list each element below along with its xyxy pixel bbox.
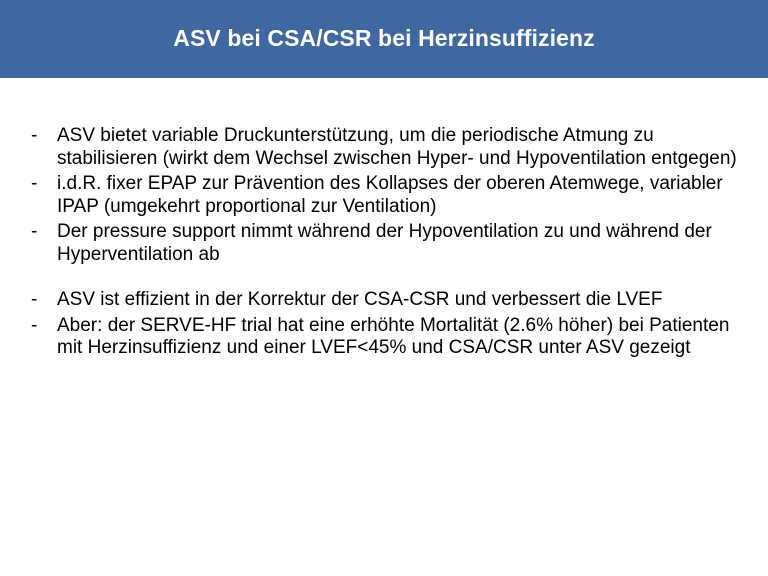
bullet-dash: - bbox=[31, 221, 38, 242]
bullet-item bbox=[0, 315, 768, 360]
bullet-item bbox=[0, 289, 768, 312]
slide-title: ASV bei CSA/CSR bei Herzinsuffizienz bbox=[173, 24, 595, 51]
slide-body bbox=[0, 125, 768, 363]
bullet-text: Aber: der SERVE-HF trial hat eine erhöhte Mortalität (2.6% höher) bei Patienten mit Herzinsuffizienz und einer LVEF<45% und CSA/CSR unter ASV gezeigt bbox=[57, 314, 730, 358]
bullet-text: ASV bietet variable Druckunterstützung, um die periodische Atmung zu stabilisieren (wirkt dem Wechsel zwischen Hyper- und Hypoventilation entgegen) bbox=[57, 125, 737, 169]
bullet-dash: - bbox=[31, 125, 38, 146]
bullet-item bbox=[0, 221, 768, 266]
bullet-text: Der pressure support nimmt während der Hypoventilation zu und während der Hyperventilation ab bbox=[57, 221, 712, 265]
bullet-item bbox=[0, 125, 768, 170]
bullet-dash: - bbox=[31, 314, 38, 336]
bullet-item bbox=[0, 173, 768, 218]
bullet-text: i.d.R. fixer EPAP zur Prävention des Kollapses der oberen Atemwege, variabler IPAP (umgekehrt proportional zur Ventilation) bbox=[57, 173, 723, 217]
bullet-text: ASV ist effizient in der Korrektur der CSA-CSR und verbessert die LVEF bbox=[57, 289, 663, 310]
slide-header bbox=[0, 0, 768, 78]
bullet-group-2 bbox=[0, 289, 768, 360]
bullet-group-1 bbox=[0, 125, 768, 266]
bullet-dash: - bbox=[31, 289, 38, 310]
bullet-dash: - bbox=[31, 173, 38, 194]
